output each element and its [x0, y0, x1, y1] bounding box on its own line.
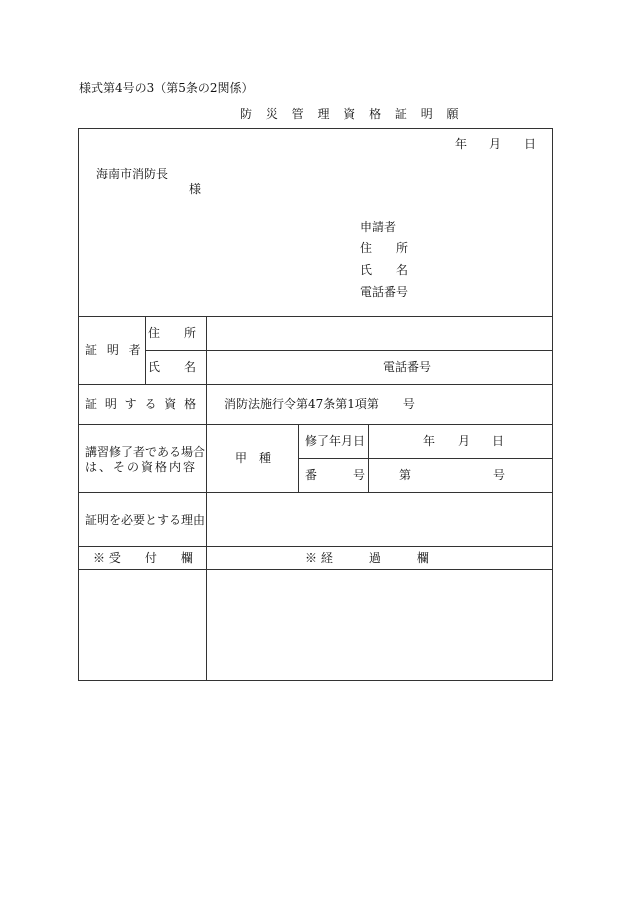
date-year-label: 年: [455, 137, 468, 151]
applicant-phone-label: 電話番号: [360, 285, 409, 299]
date-month-label: 月: [489, 137, 502, 151]
qualification-label: 証 明 す る 資 格: [85, 397, 199, 411]
number-prefix: 第: [399, 468, 412, 482]
date-day-label: 日: [524, 137, 537, 151]
number-suffix: 号: [493, 468, 506, 482]
completion-month: 月: [458, 434, 471, 448]
honorific: 様: [189, 182, 202, 196]
applicant-address-label: 住 所: [360, 241, 409, 255]
qualification-value: 消防法施行令第47条第1項第 号: [224, 397, 415, 411]
number-label: 番 号: [305, 468, 366, 482]
applicant-name-label: 氏 名: [360, 263, 409, 277]
certifier-phone-label: 電話番号: [383, 360, 432, 374]
applicant-label: 申請者: [360, 220, 397, 234]
form-title: 防 災 管 理 資 格 証 明 願: [240, 107, 464, 121]
certifier-name-field[interactable]: [207, 351, 377, 384]
certifier-label: 証 明 者: [85, 343, 144, 357]
completion-year: 年: [423, 434, 436, 448]
progress-label: ※ 経 過 欄: [305, 551, 429, 565]
training-label-line1: 講習修了者である場合: [85, 445, 206, 459]
certifier-address-label: 住 所: [148, 326, 197, 340]
reception-box: [79, 570, 206, 680]
progress-box: [207, 570, 552, 680]
form-number: 様式第4号の3（第5条の2関係）: [79, 81, 254, 95]
certifier-address-field[interactable]: [207, 317, 552, 350]
addressee: 海南市消防長: [96, 167, 169, 181]
reason-label: 証明を必要とする理由: [85, 513, 206, 527]
reception-label: ※ 受 付 欄: [93, 551, 193, 565]
training-label-line2: は、その資格内容: [85, 460, 198, 474]
completion-date-label: 修了年月日: [305, 434, 366, 448]
completion-day: 日: [492, 434, 505, 448]
certifier-name-label: 氏 名: [148, 360, 197, 374]
training-type: 甲 種: [235, 451, 272, 465]
reason-field[interactable]: [207, 493, 552, 546]
